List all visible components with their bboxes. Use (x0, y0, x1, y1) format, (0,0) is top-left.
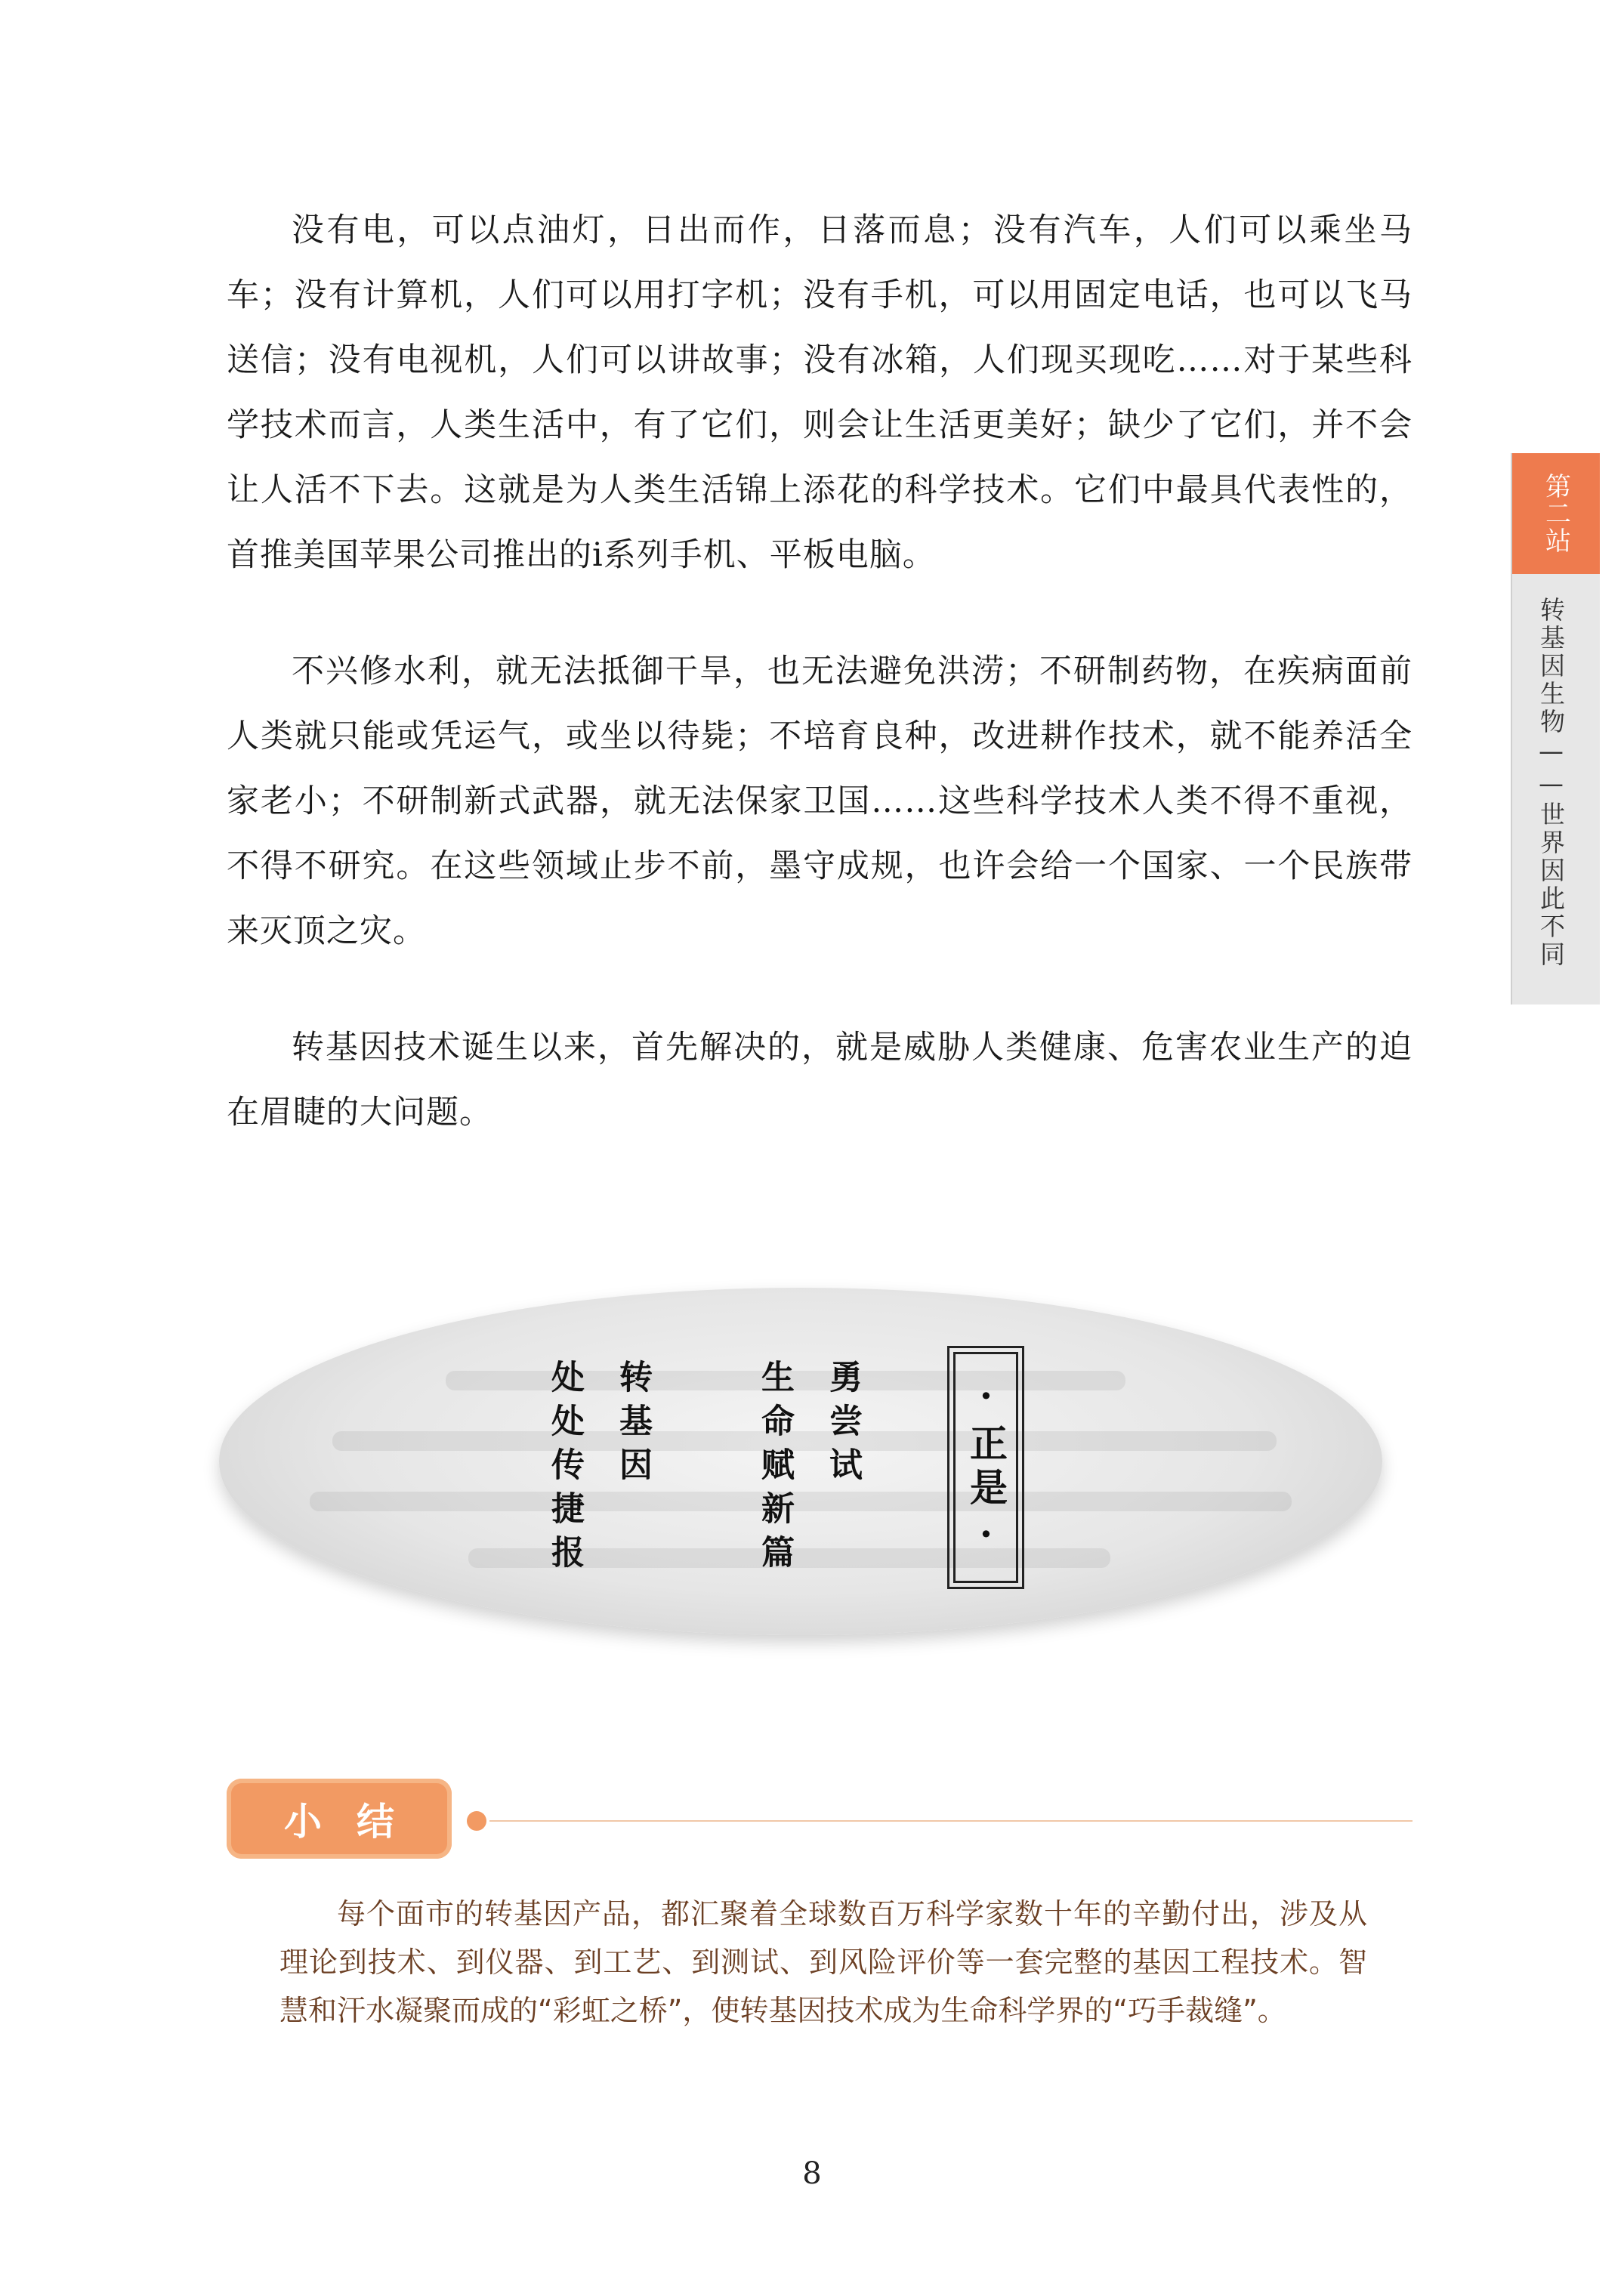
poem-line-3: 转基因 (613, 1359, 652, 1491)
body-paragraph-2: 不兴修水利，就无法抵御干旱，也无法避免洪涝；不研制药物，在疾病面前人类就只能或凭运气，或坐以待毙；不培育良种，改进耕作技术，就不能养活全家老小；不研制新式武器，就无法保家卫国……这些科学技术人类不得不重视，不得不研究。在这些领域止步不前，墨守成规，也许会给一个国家、一个民族带来灭顶之灾。 (227, 653, 1413, 950)
summary-divider (489, 1820, 1413, 1822)
summary-header (227, 1779, 453, 1862)
page-number: 8 (802, 2156, 822, 2191)
chapter-title: 转基因生物——世界因此不同 (1536, 597, 1566, 969)
main-body (227, 198, 1413, 1196)
summary-dot (467, 1811, 486, 1831)
poem-ellipse-background (219, 1288, 1382, 1635)
poem-title: ·正是· (964, 1373, 1008, 1562)
poem-line-4: 处处传捷报 (545, 1359, 584, 1578)
summary-badge (227, 1779, 452, 1859)
poem-line-2: 生命赋新篇 (755, 1359, 794, 1578)
chapter-station-label: 第二站 (1540, 473, 1571, 554)
chapter-side-tab (1511, 453, 1600, 1004)
body-paragraph-3: 转基因技术诞生以来，首先解决的，就是威胁人类健康、危害农业生产的迫在眉睫的大问题。 (227, 1029, 1413, 1131)
poem-title-box (953, 1352, 1018, 1583)
summary-title: 小结 (284, 1800, 429, 1844)
chapter-station-badge (1512, 453, 1600, 574)
body-paragraph-1: 没有电，可以点油灯，日出而作，日落而息；没有汽车，人们可以乘坐马车；没有计算机，人们可以用打字机；没有手机，可以用固定电话，也可以飞马送信；没有电视机，人们可以讲故事；没有冰箱，人们现买现吃……对于某些科学技术而言，人类生活中，有了它们，则会让生活更美好；缺少了它们，并不会让人活不下去。这就是为人类生活锦上添花的科学技术。它们中最具代表性的，首推美国苹果公司推出的i系列手机、平板电脑。 (227, 211, 1413, 574)
poem-line-1: 勇尝试 (823, 1359, 862, 1491)
summary-text: 每个面市的转基因产品，都汇聚着全球数百万科学家数十年的辛勤付出，涉及从理论到技术、到仪器、到工艺、到测试、到风险评价等一套完整的基因工程技术。智慧和汗水凝聚而成的“彩虹之桥”，使转基因技术成为生命科学界的“巧手裁缝”。 (279, 1897, 1367, 2027)
